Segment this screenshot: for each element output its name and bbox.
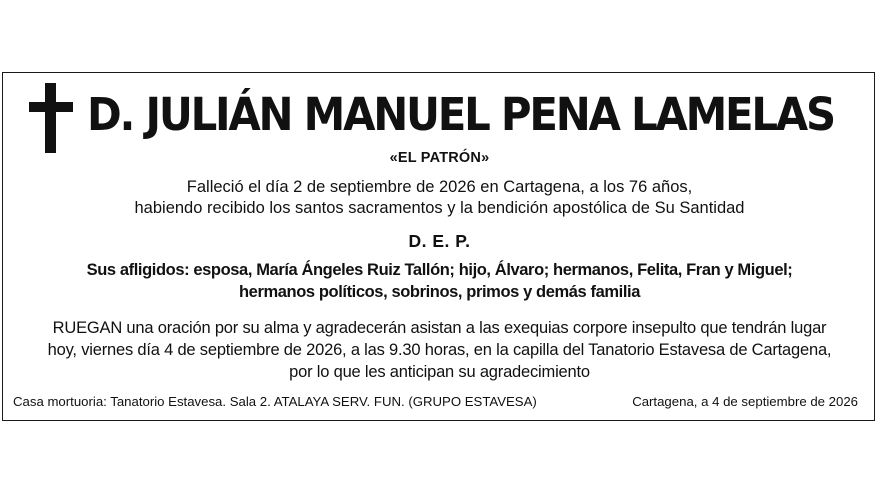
deceased-name: D. JULIÁN MANUEL PENA LAMELAS — [87, 88, 834, 141]
family-line-2: hermanos políticos, sobrinos, primos y demás familia — [239, 283, 640, 301]
obituary-notice — [2, 72, 875, 421]
nickname: «EL PATRÓN» — [389, 150, 490, 166]
family-mourners — [3, 259, 876, 303]
family-line-1: Sus afligidos: esposa, María Ángeles Ruiz Tallón; hijo, Álvaro; hermanos, Felita, Fran y Miguel; — [86, 261, 793, 279]
prayer-line-3: por lo que les anticipan su agradecimiento — [289, 363, 590, 381]
prayer-line-2: hoy, viernes día 4 de septiembre de 2026, a las 9.30 horas, en la capilla del Tanatorio Estavesa de Cartagena, — [47, 341, 832, 359]
funeral-invitation — [3, 317, 876, 383]
prayer-line-1: RUEGAN una oración por su alma y agradecerán asistan a las exequias corpore insepulto que tendrán lugar — [52, 319, 827, 337]
death-announcement — [3, 177, 876, 219]
place-and-date: Cartagena, a 4 de septiembre de 2026 — [632, 394, 858, 409]
latin-cross-icon — [29, 83, 73, 153]
funeral-home-info: Casa mortuoria: Tanatorio Estavesa. Sala 2. ATALAYA SERV. FUN. (GRUPO ESTAVESA) — [13, 394, 537, 409]
rest-in-peace: D. E. P. — [408, 231, 471, 251]
death-line-1: Falleció el día 2 de septiembre de 2026 en Cartagena, a los 76 años, — [186, 178, 693, 196]
death-line-2: habiendo recibido los santos sacramentos y la bendición apostólica de Su Santidad — [134, 199, 745, 217]
